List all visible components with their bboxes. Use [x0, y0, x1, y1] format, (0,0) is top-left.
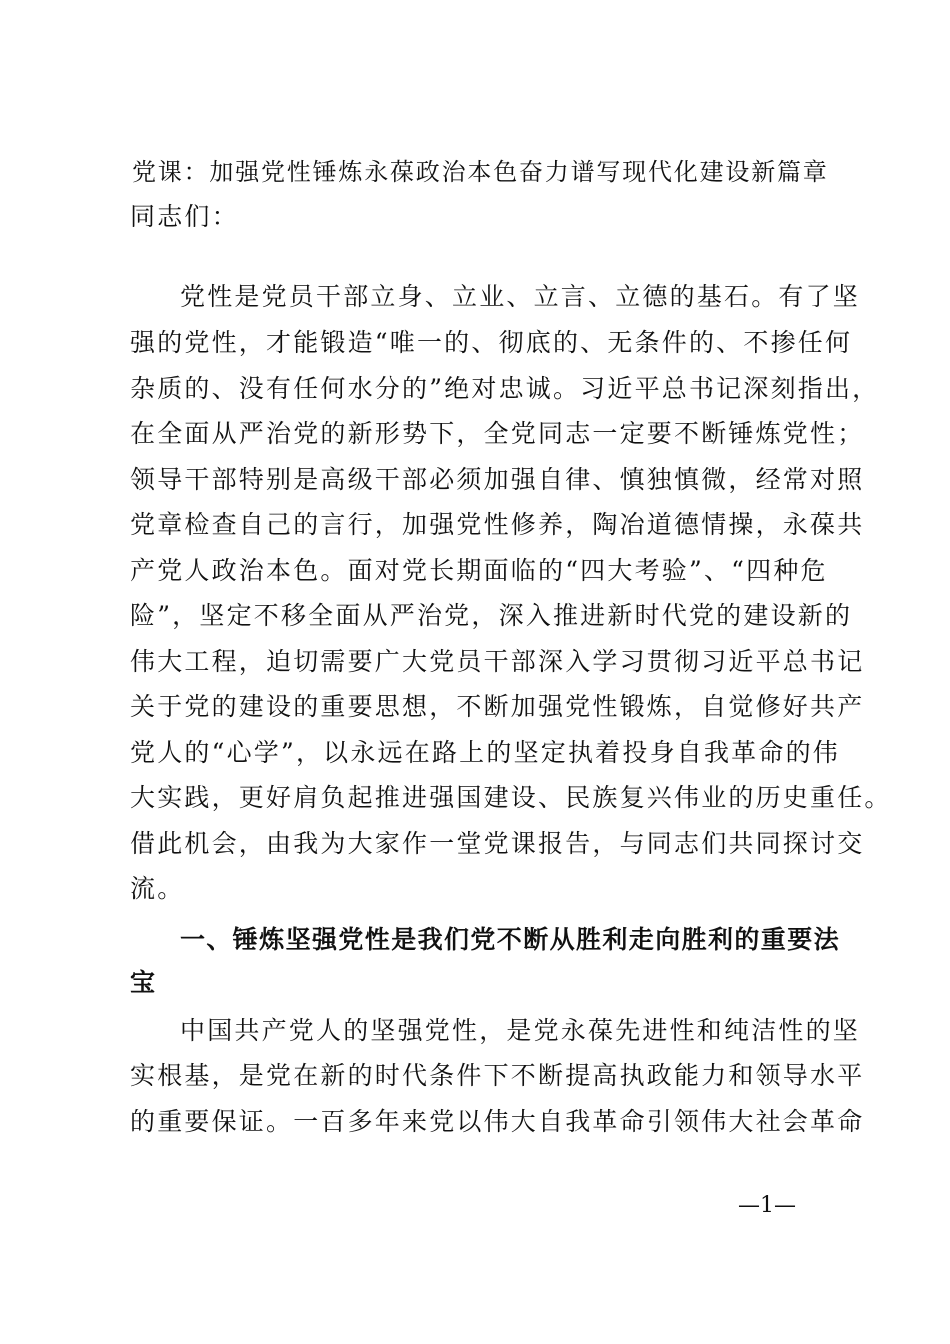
paragraph-1-line: 领导干部特别是高级干部必须加强自律、慎独慎微，经常对照	[130, 465, 865, 494]
paragraph-1-line: 党性是党员干部立身、立业、立言、立德的基石。有了坚	[180, 282, 861, 311]
paragraph-1-line: 杂质的、没有任何水分的”绝对忠诚。习近平总书记深刻指出，	[130, 374, 880, 403]
paragraph-1-line: 党章检查自己的言行，加强党性修养，陶冶道德情操，永葆共	[130, 510, 865, 539]
paragraph-1-line: 强的党性，才能锻造“唯一的、彻底的、无条件的、不掺任何	[130, 328, 853, 357]
paragraph-1-line: 党人的“心学”，以永远在路上的坚定执着投身自我革命的伟	[130, 738, 840, 767]
paragraph-2-line: 的重要保证。一百多年来党以伟大自我革命引领伟大社会革命	[130, 1107, 865, 1136]
paragraph-1-line: 在全面从严治党的新形势下，全党同志一定要不断锤炼党性；	[130, 419, 865, 448]
section-heading-1: 一、锤炼坚强党性是我们党不断从胜利走向胜利的重要法	[180, 925, 841, 954]
paragraph-1-line: 伟大工程，迫切需要广大党员干部深入学习贯彻习近平总书记	[130, 647, 865, 676]
document-title: 党课：加强党性锤炼永葆政治本色奋力谱写现代化建设新篇章	[132, 158, 829, 186]
section-heading-1-continuation: 宝	[130, 968, 157, 997]
paragraph-2-line: 实根基，是党在新的时代条件下不断提高执政能力和领导水平	[130, 1061, 865, 1090]
paragraph-1-line: 险”，坚定不移全面从严治党，深入推进新时代党的建设新的	[130, 601, 853, 630]
page-number: —1—	[738, 1193, 796, 1218]
paragraph-2-line: 中国共产党人的坚强党性，是党永葆先进性和纯洁性的坚	[180, 1016, 861, 1045]
paragraph-1-line: 产党人政治本色。面对党长期面临的“四大考验”、“四种危	[130, 556, 828, 585]
paragraph-1-line: 关于党的建设的重要思想，不断加强党性锻炼，自觉修好共产	[130, 692, 865, 721]
salutation: 同志们：	[130, 202, 239, 231]
paragraph-1-line: 大实践，更好肩负起推进强国建设、民族复兴伟业的历史重任。	[130, 783, 892, 812]
paragraph-1-line: 借此机会，由我为大家作一堂党课报告，与同志们共同探讨交	[130, 829, 865, 858]
paragraph-1-line: 流。	[130, 874, 185, 903]
